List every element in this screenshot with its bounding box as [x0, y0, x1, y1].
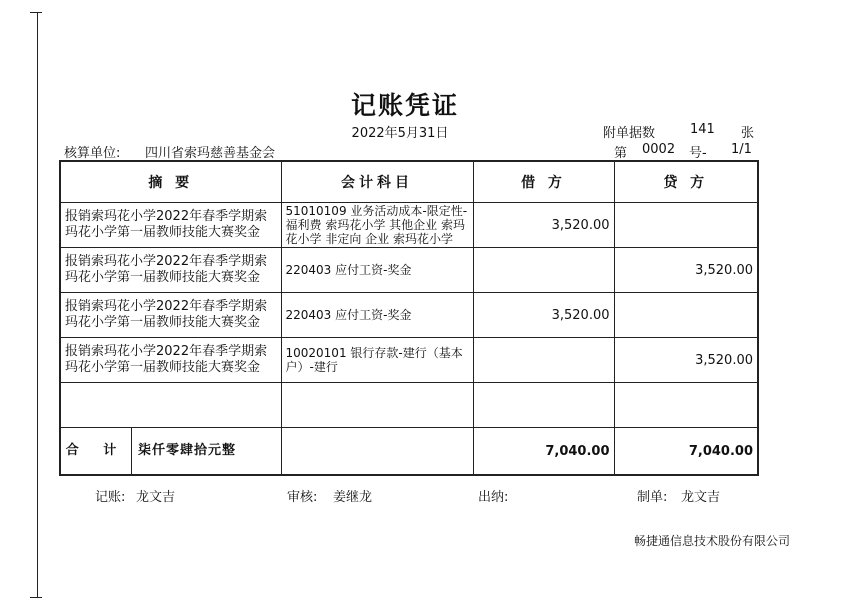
attachments-count: 141: [690, 122, 715, 137]
row-debit: 3,520.00: [473, 203, 614, 248]
software-company: 畅捷通信息技术股份有限公司: [633, 534, 790, 548]
row-debit: 3,520.00: [473, 293, 614, 338]
preparer-label: 制单:: [637, 490, 668, 505]
total-debit: 7,040.00: [473, 428, 614, 476]
voucher-no-prefix: 第: [614, 146, 628, 161]
row-credit: 3,520.00: [614, 338, 758, 383]
row-debit: [473, 248, 614, 293]
unit-label: 核算单位:: [64, 146, 121, 161]
attachments-label: 附单据数: [603, 126, 656, 141]
bookkeeper-label: 记账:: [95, 490, 126, 505]
total-amount-words: 柒仟零肆拾元整: [138, 443, 237, 458]
column-header-credit: 贷 方: [614, 161, 758, 203]
unit-name: 四川省索玛慈善基金会: [145, 146, 276, 161]
row-credit: [614, 203, 758, 248]
row-debit: [473, 383, 614, 428]
row-credit: 3,520.00: [614, 248, 758, 293]
row-account: 10020101 银行存款-建行（基本户）-建行: [281, 338, 473, 383]
reviewer-label: 审核:: [287, 490, 318, 505]
table-row: [60, 203, 758, 248]
row-credit: [614, 293, 758, 338]
voucher-date: 2022年5月31日: [351, 126, 449, 141]
total-row: [60, 428, 758, 476]
cashier-label: 出纳:: [478, 490, 509, 505]
total-filler-cell: [281, 428, 473, 476]
row-summary: 报销索玛花小学2022年春季学期索玛花小学第一届教师技能大赛奖金: [60, 293, 281, 338]
binding-margin-tick-top: [30, 12, 42, 13]
table-row: [60, 293, 758, 338]
column-header-summary: 摘 要: [60, 161, 281, 203]
voucher-no-suffix: 号-: [689, 146, 707, 161]
table-row: [60, 248, 758, 293]
column-header-account: 会计科目: [281, 161, 473, 203]
voucher-no-number: 0002: [642, 142, 676, 157]
total-label: 合 计: [61, 428, 132, 474]
preparer-name: 龙文吉: [681, 490, 721, 505]
row-account: [281, 383, 473, 428]
table-row-empty: [60, 383, 758, 428]
voucher-title: 记账凭证: [350, 91, 459, 120]
total-cell: [60, 428, 281, 476]
row-debit: [473, 338, 614, 383]
voucher-page: 1/1: [731, 142, 752, 157]
table-header-row: [60, 161, 758, 203]
table-row: [60, 338, 758, 383]
voucher-table: [59, 160, 759, 476]
row-account: 220403 应付工资-奖金: [281, 293, 473, 338]
attachments-unit: 张: [741, 126, 755, 141]
bookkeeper-name: 龙文吉: [136, 490, 176, 505]
binding-margin-tick-bottom: [30, 597, 42, 598]
row-credit: [614, 383, 758, 428]
row-account: 220403 应付工资-奖金: [281, 248, 473, 293]
row-summary: 报销索玛花小学2022年春季学期索玛花小学第一届教师技能大赛奖金: [60, 203, 281, 248]
column-header-debit: 借 方: [473, 161, 614, 203]
row-summary: 报销索玛花小学2022年春季学期索玛花小学第一届教师技能大赛奖金: [60, 338, 281, 383]
total-credit: 7,040.00: [614, 428, 758, 476]
row-account: 51010109 业务活动成本-限定性-福利费 索玛花小学 其他企业 索玛花小学 非定向 企业 索玛花小学: [281, 203, 473, 248]
reviewer-name: 姜继龙: [333, 490, 373, 505]
row-summary: 报销索玛花小学2022年春季学期索玛花小学第一届教师技能大赛奖金: [60, 248, 281, 293]
row-summary: [60, 383, 281, 428]
